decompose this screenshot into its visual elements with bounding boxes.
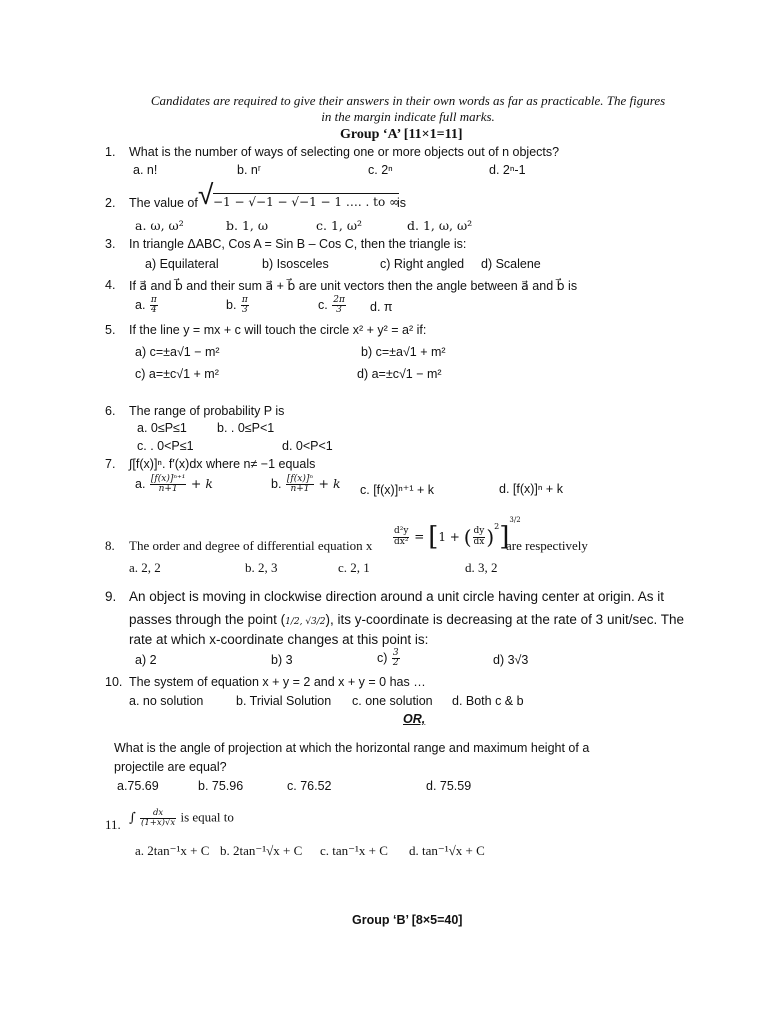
q9-option-b: b) 3 [271,653,293,667]
q6-text: The range of probability P is [129,404,285,418]
q5-option-a: a) c=±a√1 − m² [135,345,220,359]
q10-alt-option-b: b. 75.96 [198,779,244,793]
q9-option-a: a) 2 [135,653,157,667]
q2-radicand: −1 − √−1 − √−1 − 1 …. . to ∞ [213,195,399,209]
q8-option-b: b. 2, 3 [245,560,278,575]
q9-line3: rate at which x-coordinate changes at this point is: [129,632,429,647]
q9-line1: An object is moving in clockwise direction around a unit circle having center at origin. As it [129,589,665,604]
q7-option-a [135,475,213,495]
q2-radical: √ [198,179,214,210]
q5-option-b: b) c=±a√1 + m² [361,345,446,359]
q4-number: 4. [105,278,116,292]
instructions: Candidates are required to give their answers in their own words as far as practicable. The figures in the margin indicate full marks. [150,93,666,124]
q1-text: What is the number of ways of selecting one or more objects out of n objects? [129,145,560,159]
q3-option-a: a) Equilateral [145,257,219,271]
q11-option-b: b. 2tan⁻¹√x + C [220,843,303,858]
q8-option-d: d. 3, 2 [465,560,498,575]
q8-pre: The order and degree of differential equation x [129,538,373,553]
q9-option-c [377,649,401,669]
q4-b-denominator: 3 [242,305,248,316]
q9-c-denominator: 2 [392,658,399,669]
or-separator: OR, [403,712,426,726]
q10-alt-line1: What is the angle of projection at which the horizontal range and maximum height of a [114,741,590,755]
q3-number: 3. [105,237,116,251]
q7-option-d: d. [f(x)]ⁿ + k [499,482,563,496]
q7-a-denominator: n+1 [158,484,178,495]
q10-option-d: d. Both c & b [452,694,524,708]
q8-equation: $\frac{\text{d²y}}{\text{dx²}}$ = [1 + ( $\frac{dy}{dx}$ )$^2$]$^{3/2}$ [394,516,521,552]
q4-text: If a⃗ and b⃗ and their sum a⃗ + b⃗ are unit vectors then the angle between a⃗ and b⃗ is [129,279,578,293]
q1-option-b: b. nʳ [237,163,261,177]
q4-option-c-label: c. [318,298,328,313]
q2-pre: The value of [129,196,198,210]
q7-a-post: + k [190,476,213,492]
q4-c-denominator: 3 [336,305,342,316]
q10-number: 10. [105,675,123,689]
q7-option-b [271,475,341,495]
q7-b-denominator: n+1 [290,484,310,495]
q4-option-d: d. π [370,300,393,314]
q4-option-a [135,296,159,316]
q4-a-denominator: 4 [151,305,157,316]
q10-option-b: b. Trivial Solution [236,694,332,708]
q4-b-numerator: π [241,295,248,305]
q11-denominator: (1+x)√x [141,817,176,828]
q6-number: 6. [105,404,116,418]
q4-a-numerator: π [150,295,157,305]
q10-alt-option-c: c. 76.52 [287,779,332,793]
q9-line2-post: ), its y-coordinate is decreasing at the rate of 3 unit/sec. The [325,612,684,627]
q7-b-post: + k [318,476,341,492]
q7-number: 7. [105,457,116,471]
q6-option-b: b. . 0≤P<1 [217,421,275,435]
q7-text: ∫[f(x)]ⁿ. f′(x)dx where n≠ −1 equals [129,457,316,471]
q2-option-a: a. ω, ω² [135,218,184,233]
q9-number: 9. [105,589,117,604]
q4-option-b [226,296,250,316]
q9-line2-pre: passes through the point ( [129,612,286,627]
q11-option-d: d. tan⁻¹√x + C [409,843,485,858]
q10-text: The system of equation x + y = 2 and x + y = 0 has … [129,675,426,689]
q11-integral: ∫ [129,810,136,826]
q11-post: is equal to [180,809,234,825]
group-a-title: Group ‘A’ [11×1=11] [340,127,463,142]
q5-option-c: c) a=±c√1 + m² [135,367,219,381]
q7-option-a-label: a. [135,477,146,492]
q6-option-c: c. . 0<P≤1 [137,439,194,453]
q10-option-a: a. no solution [129,694,204,708]
q6-option-a: a. 0≤P≤1 [137,421,187,435]
q9-point: 1/2, √3/2 [285,617,326,627]
q7-a-numerator: [f(x)]ⁿ⁺¹ [150,474,186,484]
q4-option-a-label: a. [135,298,146,313]
q6-option-d: d. 0<P<1 [282,439,333,453]
q10-alt-option-a: a.75.69 [117,779,159,793]
q10-alt-option-d: d. 75.59 [426,779,472,793]
q7-b-numerator: [f(x)]ⁿ [286,474,314,484]
group-b-title: Group ‘B’ [8×5=40] [352,913,463,927]
q11-numerator: dx [140,809,176,819]
q8-option-c: c. 2, 1 [338,560,370,575]
q9-option-d: d) 3√3 [493,653,529,667]
q5-text: If the line y = mx + c will touch the circle x² + y² = a² if: [129,323,427,337]
q2-option-b: b. 1, ω [226,218,269,233]
q3-option-c: c) Right angled [380,257,465,271]
q2-option-c: c. 1, ω² [316,218,363,233]
q3-option-d: d) Scalene [481,257,541,271]
q3-option-b: b) Isosceles [262,257,329,271]
q8-post: are respectively [506,538,588,553]
q9-c-numerator: 3 [392,648,399,658]
q7-option-c: c. [f(x)]ⁿ⁺¹ + k [360,483,435,497]
q8-option-a: a. 2, 2 [129,560,161,575]
q2-number: 2. [105,196,116,210]
q11-expression [129,809,234,828]
q9-option-c-label: c) [377,651,388,666]
q3-text: In triangle ΔABC, Cos A = Sin B – Cos C, then the triangle is: [129,237,467,251]
q1-option-a: a. n! [133,163,158,177]
q1-option-c: c. 2ⁿ [368,163,393,177]
q11-number: 11. [105,817,121,832]
q2-option-d: d. 1, ω, ω² [407,218,473,233]
q5-number: 5. [105,323,116,337]
q2-post: is [397,196,407,210]
q8-number: 8. [105,538,115,553]
q4-c-numerator: 2π [333,295,345,305]
q7-option-b-label: b. [271,477,282,492]
q1-number: 1. [105,145,116,159]
q5-option-d: d) a=±c√1 − m² [357,367,442,381]
q4-option-b-label: b. [226,298,237,313]
q10-option-c: c. one solution [352,694,433,708]
q10-alt-line2: projectile are equal? [114,760,227,774]
q11-option-c: c. tan⁻¹x + C [320,843,388,858]
q11-option-a: a. 2tan⁻¹x + C [135,843,210,858]
q9-line2 [129,612,684,627]
q1-option-d: d. 2ⁿ-1 [489,163,526,177]
q4-option-c [318,296,347,316]
